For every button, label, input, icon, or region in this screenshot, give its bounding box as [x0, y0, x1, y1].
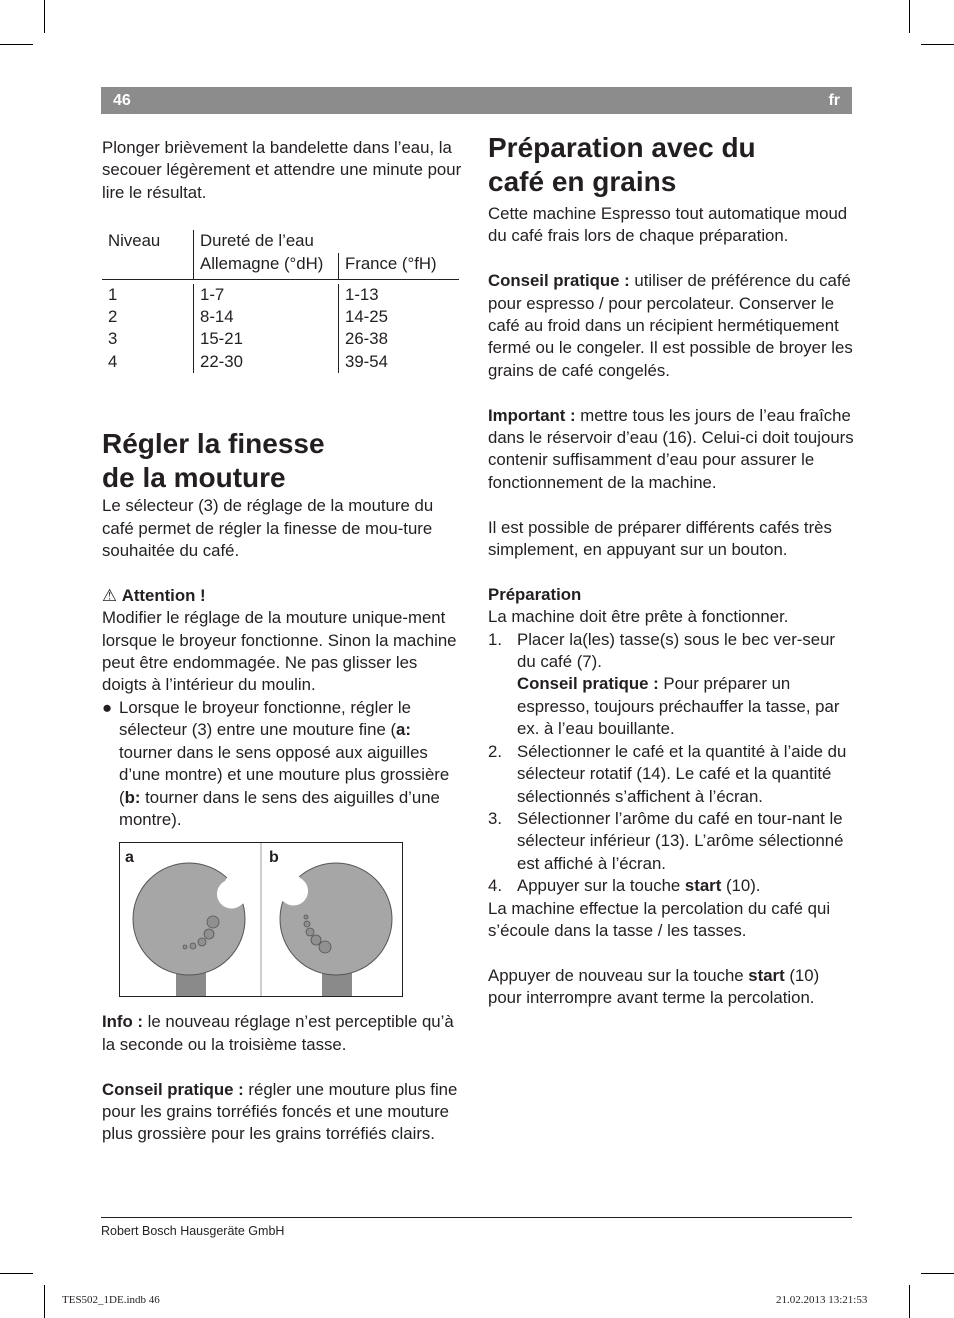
list-item: ● Lorsque le broyeur fonctionne, régler le sélecteur (3) entre une mouture fine (a: tourner dans le sens opposé aux aiguilles d’une montre) et une mouture plus grossière (b: tourner dans le sens des aiguilles d’une montre). [102, 697, 450, 829]
preparation-precondition: La machine doit être prête à fonctionner. [488, 607, 789, 627]
table-header-hardness: Dureté de l’eau [194, 230, 460, 252]
grinder-dial-figure [119, 842, 403, 997]
table-header-france: France (°fH) [339, 253, 460, 280]
crop-mark [909, 1285, 910, 1318]
print-slug-date: 21.02.2013 13:21:53 [776, 1294, 868, 1306]
button-note: Il est possible de préparer différents cafés très simplement, en appuyant sur un bouton. [488, 517, 832, 560]
percolation-text: La machine effectue la percolation du café qui s’écoule dans la tasse / les tasses. [488, 898, 831, 940]
page-number: 46 [113, 92, 131, 109]
grind-bullet-list [102, 697, 464, 831]
test-strip-instructions: Plonger brièvement la bandelette dans l’eau, la secouer légèrement et attendre une minute pour lire le résultat. [102, 138, 462, 202]
crop-mark [0, 44, 33, 45]
list-item: 4. Appuyer sur la touche start (10). [488, 876, 761, 896]
table-row: 4 22-30 39-54 [102, 351, 459, 373]
print-slug-file: TES502_1DE.indb 46 [62, 1294, 160, 1306]
page-header-bar [101, 87, 852, 114]
crop-mark [921, 44, 954, 45]
footer-rule [101, 1217, 852, 1218]
grind-tip: Conseil pratique : régler une mouture plus fine pour les grains torréfiés foncés et une mouture plus grossière pour les grains torréfiés clairs. [102, 1079, 458, 1144]
table-header-level: Niveau [108, 231, 161, 251]
preparation-steps [488, 629, 854, 898]
list-item: 1. Placer la(les) tasse(s) sous le bec ver-seur du café (7). Conseil pratique : Pour préparer un espresso, toujours préchauffer la tasse, par ex. à l’eau bouillante. [488, 629, 840, 739]
language-code: fr [828, 92, 840, 109]
water-hardness-table [102, 230, 459, 373]
dial-a-icon [133, 863, 245, 996]
right-column [488, 131, 854, 1010]
preparation-intro: Cette machine Espresso tout automatique moud du café frais lors de chaque préparation. [488, 204, 848, 246]
crop-mark [44, 0, 45, 33]
attention-heading: ⚠ Attention ! [102, 585, 206, 605]
storage-tip: Conseil pratique : utiliser de préférence du café pour espresso / pour percolateur. Conserver le café au froid dans un récipient hermétiquement fermé ou le congeler. Il est possible de broyer les grains de café congelés. [488, 271, 853, 380]
important-note: Important : mettre tous les jours de l’eau fraîche dans le réservoir d’eau (16). Celui-ci doit toujours contenir suffisamment d’eau pour assurer le fonctionnement de la machine. [488, 405, 854, 492]
list-item: 2. Sélectionner le café et la quantité à l’aide du sélecteur rotatif (14). Le café et la quantité sélectionnés s’affichent à l’écran. [488, 741, 847, 806]
section-title-grind: Régler la finesse de la mouture [102, 428, 325, 494]
list-item: 3. Sélectionner l’arôme du café en tour-nant le sélecteur inférieur (13). L’arôme sélectionné est affiché à l’écran. [488, 808, 844, 873]
grind-intro: Le sélecteur (3) de réglage de la mouture du café permet de régler la finesse de mou-ture souhaitée du café. [102, 496, 434, 561]
crop-mark [0, 1273, 33, 1274]
figure-label-b: b [269, 849, 279, 867]
crop-mark [44, 1285, 45, 1318]
figure-label-a: a [125, 849, 134, 867]
table-row: 2 8-14 14-25 [102, 306, 459, 328]
preparation-subtitle: Préparation [488, 584, 582, 604]
crop-mark [909, 0, 910, 33]
footer-company: Robert Bosch Hausgeräte GmbH [101, 1224, 285, 1238]
warning-icon: ⚠ [102, 585, 118, 605]
table-header-germany: Allemagne (°dH) [194, 253, 339, 280]
table-row: 3 15-21 26-38 [102, 328, 459, 350]
table-row: 1 1-7 1-13 [102, 284, 459, 306]
interrupt-note: Appuyer de nouveau sur la touche start (10) pour interrompre avant terme la percolation. [488, 965, 820, 1008]
left-column [102, 137, 464, 1146]
bullet-icon: ● [102, 697, 113, 717]
grinder-dial-illustration [120, 843, 402, 996]
dial-b-icon [280, 863, 392, 996]
crop-mark [921, 1273, 954, 1274]
info-note: Info : le nouveau réglage n’est perceptible qu’à la seconde ou la troisième tasse. [102, 1012, 454, 1054]
attention-text: Modifier le réglage de la mouture unique-ment lorsque le broyeur fonctionne. Sinon la machine peut être endommagée. Ne pas glisser les doigts à l’intérieur du moulin. [102, 608, 457, 695]
section-title-preparation: Préparation avec du café en grains [488, 132, 756, 197]
